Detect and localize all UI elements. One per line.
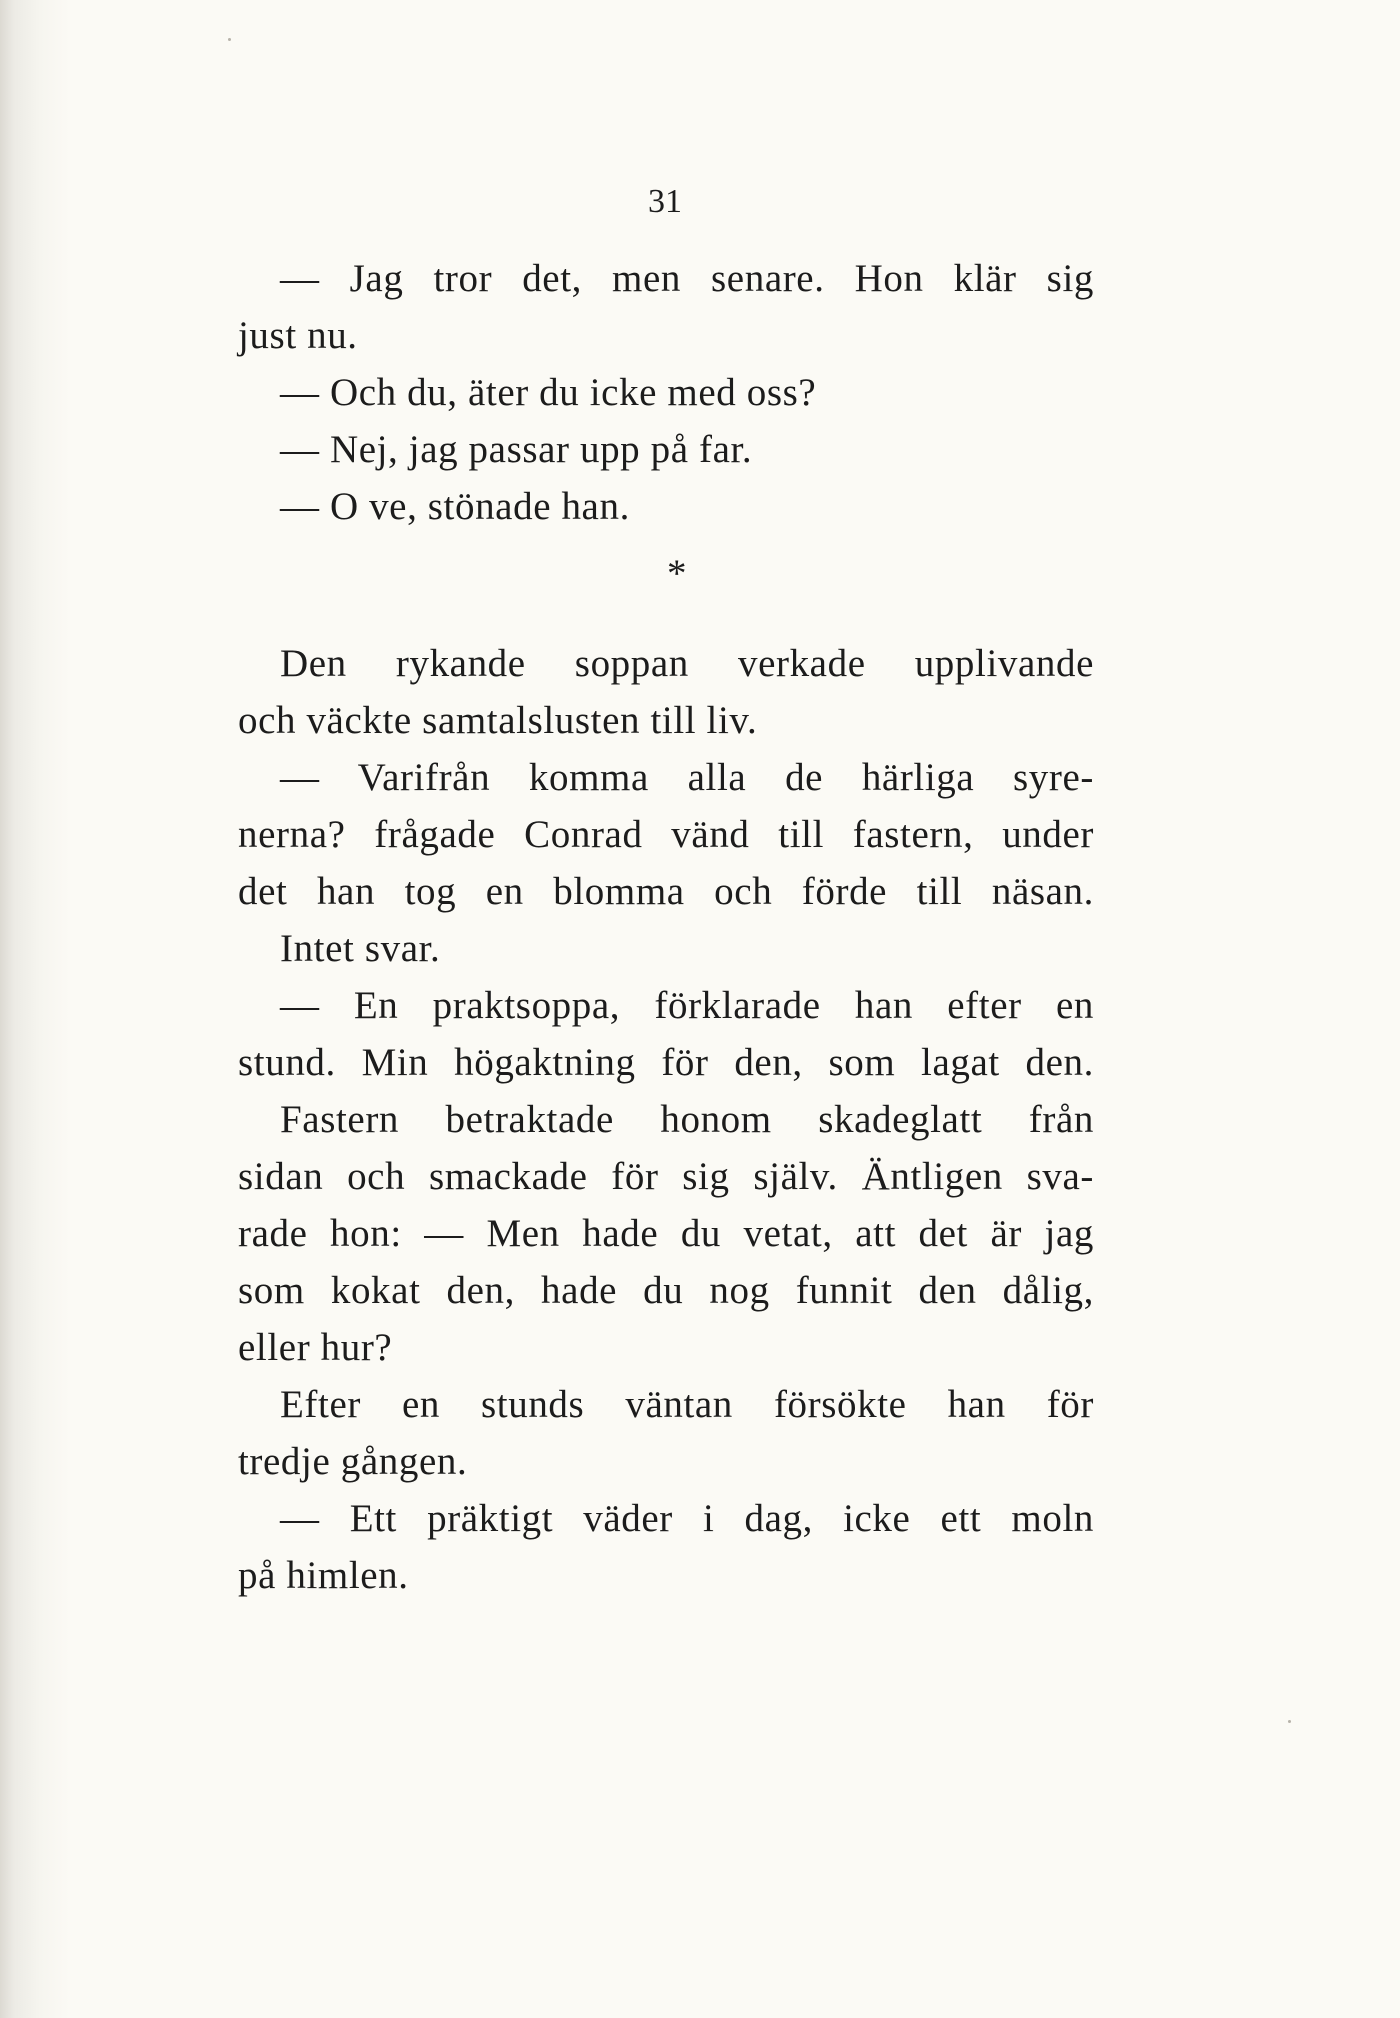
text-line: Intet svar. (280, 927, 441, 970)
text-line: — Och du, äter du icke med oss? (280, 371, 817, 414)
text-line: — En praktsoppa, förklarade han efter en (280, 984, 1094, 1027)
text-line: på himlen. (238, 1554, 409, 1597)
text-line: nerna? frågade Conrad vänd till fastern, under (238, 813, 1094, 856)
text-line: — Nej, jag passar upp på far. (280, 428, 753, 471)
text-line: Den rykande soppan verkade upplivande (280, 642, 1094, 685)
text-line: eller hur? (238, 1326, 393, 1369)
paper-speck (1288, 1720, 1291, 1723)
text-line: — Ett präktigt väder i dag, icke ett moln (280, 1497, 1094, 1540)
section-separator: * (666, 552, 688, 595)
text-line: och väckte samtalslusten till liv. (238, 699, 758, 742)
text-line: Fastern betraktade honom skadeglatt från (280, 1098, 1094, 1141)
text-line: — Jag tror det, men senare. Hon klär sig (280, 257, 1094, 300)
text-line: stund. Min högaktning för den, som lagat den. (238, 1041, 1094, 1084)
text-line: tredje gången. (238, 1440, 468, 1483)
page-binding-shadow (0, 0, 70, 2018)
text-line: just nu. (238, 314, 358, 357)
text-line: rade hon: — Men hade du vetat, att det är jag (238, 1212, 1094, 1255)
paper-speck (228, 38, 231, 41)
text-line: som kokat den, hade du nog funnit den dålig, (238, 1269, 1094, 1312)
text-line: — O ve, stönade han. (280, 485, 630, 528)
page-number: 31 (648, 183, 682, 220)
text-line: — Varifrån komma alla de härliga syre- (280, 756, 1094, 799)
text-line: sidan och smackade för sig själv. Äntligen sva- (238, 1155, 1094, 1198)
page-body-text (238, 250, 1094, 1604)
text-line: det han tog en blomma och förde till näsan. (238, 870, 1094, 913)
text-line: Efter en stunds väntan försökte han för (280, 1383, 1094, 1426)
text-block-before-separator (238, 250, 1094, 535)
text-block-after-separator (238, 635, 1094, 1604)
